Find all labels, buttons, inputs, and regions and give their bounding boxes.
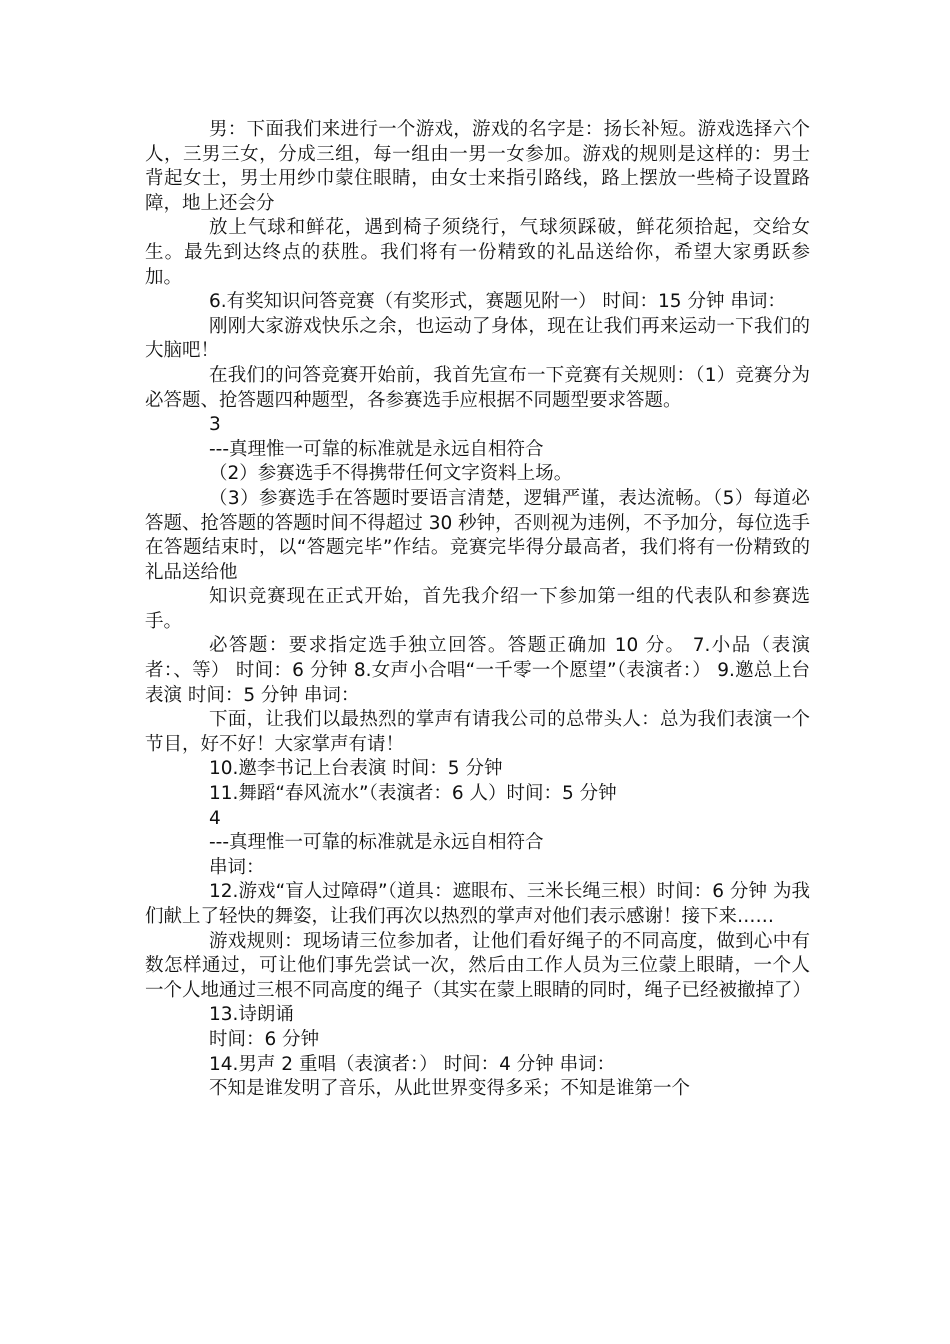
page-footer-quote: ---真理惟一可靠的标准就是永远自相符合	[209, 438, 544, 460]
paragraph: 在我们的问答竞赛开始前，我首先宣布一下竞赛有关规则：（1）竞赛分为必答题、抢答题四种题型，各参赛选手应根据不同题型要求答题。	[145, 364, 810, 411]
paragraph: 12.游戏“盲人过障碍”（道具：遮眼布、三米长绳三根）时间：6 分钟 为我们献上了轻快的舞姿，让我们再次以热烈的掌声对他们表示感谢！接下来……	[145, 881, 810, 927]
page-footer-quote: ---真理惟一可靠的标准就是永远自相符合	[209, 832, 544, 854]
paragraph: （3）参赛选手在答题时要语言清楚，逻辑严谨，表达流畅。（5）每道必答题、抢答题的答题时间不得超过 30 秒钟，否则视为违例，不予加分，每位选手在答题结束时，以“答题完毕”作结。竞赛完毕得分最高者，我们将有一份精致的礼品送给他	[145, 487, 810, 583]
paragraph: 6.有奖知识问答竞赛（有奖形式，赛题见附一） 时间：15 分钟 串词：	[209, 291, 786, 313]
page-number: 3	[209, 414, 221, 436]
paragraph: 不知是谁发明了音乐，从此世界变得多采；不知是谁第一个	[209, 1078, 691, 1100]
paragraph: 串词：	[209, 856, 265, 878]
document-body	[145, 118, 810, 1102]
paragraph: 时间：6 分钟	[209, 1028, 320, 1050]
paragraph: 刚刚大家游戏快乐之余，也运动了身体，现在让我们再来运动一下我们的大脑吧！	[145, 315, 810, 362]
paragraph: 男：下面我们来进行一个游戏，游戏的名字是：扬长补短。游戏选择六个人，三男三女，分成三组，每一组由一男一女参加。游戏的规则是这样的：男士背起女士，男士用纱巾蒙住眼睛，由女士来指引路线，路上摆放一些椅子设置路障，地上还会分	[145, 119, 810, 214]
paragraph: （2）参赛选手不得携带任何文字资料上场。	[209, 463, 573, 485]
paragraph: 知识竞赛现在正式开始，首先我介绍一下参加第一组的代表队和参赛选手。	[145, 586, 810, 632]
paragraph: 11.舞蹈“春风流水”（表演者：6 人）时间：5 分钟	[209, 783, 617, 805]
paragraph: 放上气球和鲜花，遇到椅子须绕行，气球须踩破，鲜花须拾起，交给女生。最先到达终点的获胜。我们将有一份精致的礼品送给你，希望大家勇跃参加。	[145, 217, 810, 288]
paragraph: 14.男声 2 重唱（表演者：） 时间：4 分钟 串词：	[209, 1053, 616, 1075]
page-number: 4	[209, 807, 221, 829]
paragraph: 必答题：要求指定选手独立回答。答题正确加 10 分。 7.小品（表演者：、等） 时间：6 分钟 8.女声小合唱“一千零一个愿望”（表演者：） 9.邀总上台表演 时间：5 分钟 串词：	[145, 635, 810, 706]
paragraph: 10.邀李书记上台表演 时间：5 分钟	[209, 758, 503, 780]
paragraph: 游戏规则：现场请三位参加者，让他们看好绳子的不同高度，做到心中有数怎样通过，可让他们事先尝试一次，然后由工作人员为三位蒙上眼睛，一个人一个人地通过三根不同高度的绳子（其实在蒙上眼睛的同时，绳子已经被撤掉了）	[145, 930, 812, 1001]
paragraph: 13.诗朗诵	[209, 1004, 294, 1026]
paragraph: 下面，让我们以最热烈的掌声有请我公司的总带头人：总为我们表演一个节目，好不好！大家掌声有请！	[145, 709, 810, 755]
